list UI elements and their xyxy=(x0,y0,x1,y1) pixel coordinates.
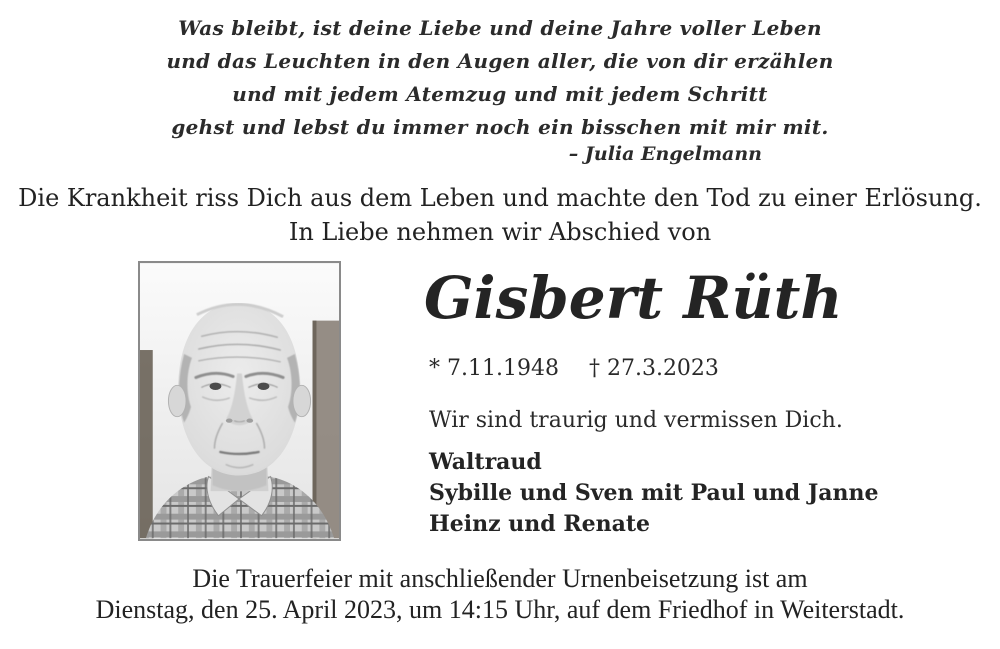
portrait-photo xyxy=(138,261,341,541)
funeral-line-1: Die Trauerfeier mit anschließender Urnenbeisetzung ist am xyxy=(192,564,808,593)
intro-line-1: Die Krankheit riss Dich aus dem Leben und machte den Tod zu einer Erlösung. xyxy=(18,184,982,212)
mourner-line: Waltraud xyxy=(429,449,542,475)
quote-line: gehst und lebst du immer noch ein bisschen mit mir mit. xyxy=(171,115,829,139)
quote-attribution: – Julia Engelmann xyxy=(568,143,762,165)
memorial-quote xyxy=(0,12,1000,144)
funeral-info xyxy=(0,563,1000,625)
death-date: † 27.3.2023 xyxy=(588,356,719,381)
mourner-line: Sybille und Sven mit Paul und Janne xyxy=(429,480,879,506)
quote-line: Was bleibt, ist deine Liebe und deine Jahre voller Leben xyxy=(178,16,822,40)
intro-text xyxy=(0,181,1000,249)
birth-date: * 7.11.1948 xyxy=(429,356,559,381)
mourners-list xyxy=(429,447,879,540)
funeral-line-2: Dienstag, den 25. April 2023, um 14:15 Uhr, auf dem Friedhof in Weiterstadt. xyxy=(95,595,905,624)
life-dates xyxy=(429,356,719,381)
intro-line-2: In Liebe nehmen wir Abschied von xyxy=(288,218,712,246)
mourning-message: Wir sind traurig und vermissen Dich. xyxy=(429,408,843,433)
quote-line: und das Leuchten in den Augen aller, die von dir erzählen xyxy=(166,49,834,73)
mourner-line: Heinz und Renate xyxy=(429,511,651,537)
quote-line: und mit jedem Atemzug und mit jedem Schritt xyxy=(232,82,768,106)
portrait-photo-graphic xyxy=(140,263,339,539)
deceased-name: Gisbert Rüth xyxy=(424,264,843,332)
